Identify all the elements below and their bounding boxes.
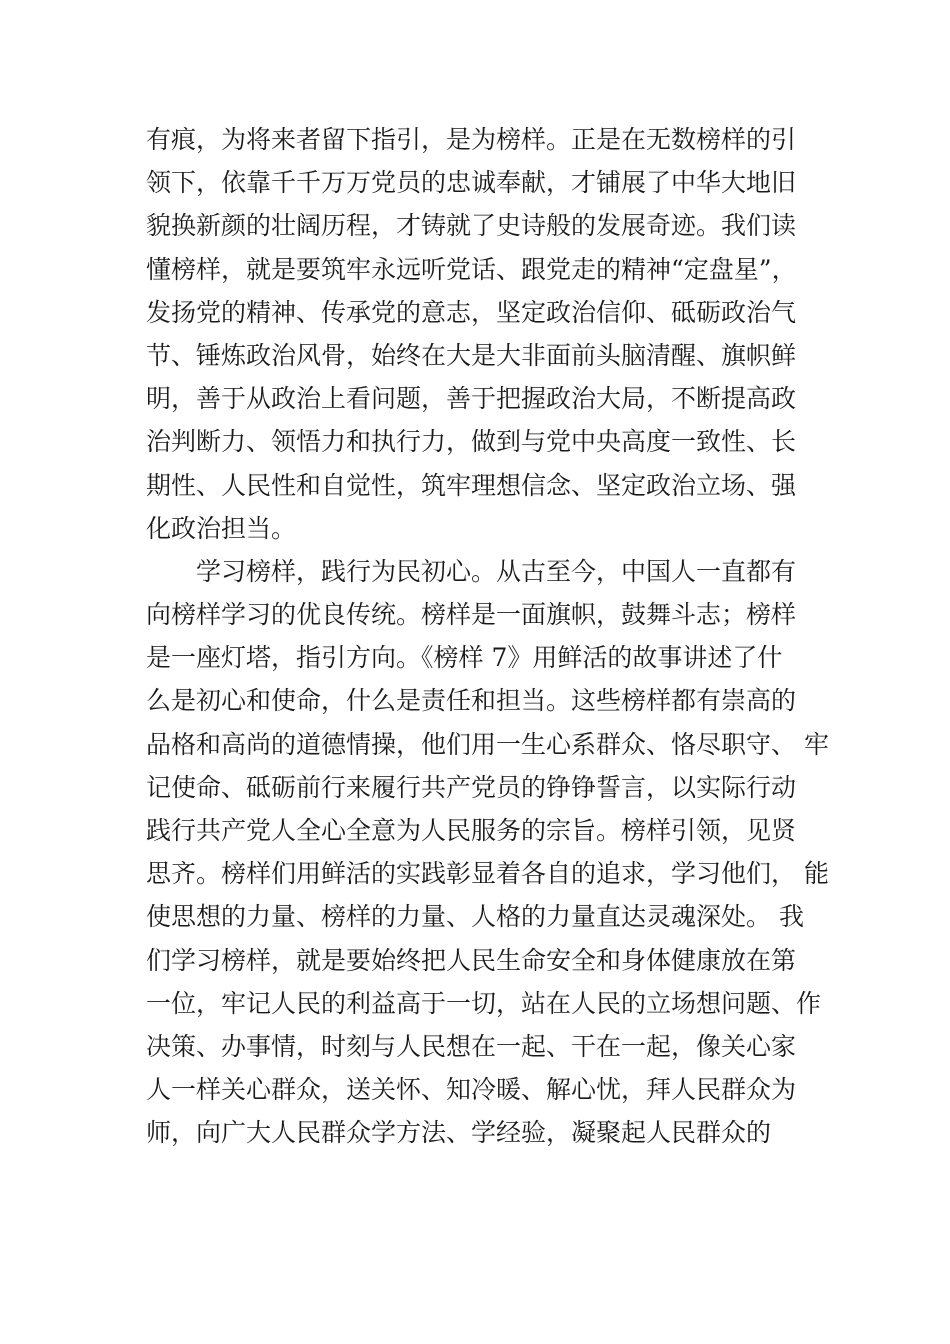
text-line: 治判断力、领悟力和执行力，做到与党中央高度一致性、长 bbox=[146, 427, 797, 457]
text-line: 践行共产党人全心全意为人民服务的宗旨。榜样引领，见贤 bbox=[146, 816, 797, 845]
text-line: 记使命、砥砺前行来履行共产党员的铮铮誓言，以实际行动 bbox=[146, 772, 797, 802]
text-line: 向榜样学习的优良传统。榜样是一面旗帜，鼓舞斗志；榜样 bbox=[146, 600, 797, 630]
text-line: 人一样关心群众，送关怀、知冷暖、解心忧，拜人民群众为 bbox=[146, 1075, 797, 1105]
text-line: 品格和高尚的道德情操，他们用一生心系群众、恪尽职守、 牢 bbox=[146, 729, 829, 759]
text-line: 使思想的力量、榜样的力量、人格的力量直达灵魂深处。 我 bbox=[146, 902, 804, 932]
text-line: 么是初心和使命，什么是责任和担当。这些榜样都有崇高的 bbox=[146, 686, 797, 716]
paragraph-first-line: 学习榜样，践行为民初心。从古至今，中国人一直都有 bbox=[196, 556, 797, 586]
text-line: 思齐。榜样们用鲜活的实践彰显着各自的追求，学习他们， 能 bbox=[146, 859, 829, 889]
text-line: 貌换新颜的壮阔历程，才铸就了史诗般的发展奇迹。我们读 bbox=[146, 211, 797, 241]
text-line: 懂榜样，就是要筑牢永远听党话、跟党走的精神“定盘星”， bbox=[146, 254, 797, 284]
body-text bbox=[146, 118, 829, 1155]
text-line: 决策、办事情，时刻与人民想在一起、干在一起，像关心家 bbox=[146, 1031, 797, 1061]
text-line: 一位，牢记人民的利益高于一切，站在人民的立场想问题、作 bbox=[146, 988, 822, 1018]
text-line: 化政治担当。 bbox=[146, 513, 297, 543]
text-line: 节、锤炼政治风骨，始终在大是大非面前头脑清醒、旗帜鲜 bbox=[146, 340, 797, 370]
text-line: 发扬党的精神、传承党的意志，坚定政治信仰、砥砺政治气 bbox=[146, 297, 797, 327]
text-line: 有痕，为将来者留下指引，是为榜样。正是在无数榜样的引 bbox=[146, 125, 797, 154]
text-line: 们学习榜样，就是要始终把人民生命安全和身体健康放在第 bbox=[146, 945, 797, 975]
text-line: 领下，依靠千千万万党员的忠诚奉献，才铺展了中华大地旧 bbox=[146, 168, 797, 198]
text-line: 期性、人民性和自觉性，筑牢理想信念、坚定政治立场、强 bbox=[146, 470, 797, 500]
text-line: 师，向广大人民群众学方法、学经验，凝聚起人民群众的 bbox=[146, 1118, 772, 1148]
text-line: 是一座灯塔，指引方向。《榜样 7》用鲜活的故事讲述了什 bbox=[146, 643, 783, 673]
text-line: 明，善于从政治上看问题，善于把握政治大局，不断提高政 bbox=[146, 384, 797, 414]
